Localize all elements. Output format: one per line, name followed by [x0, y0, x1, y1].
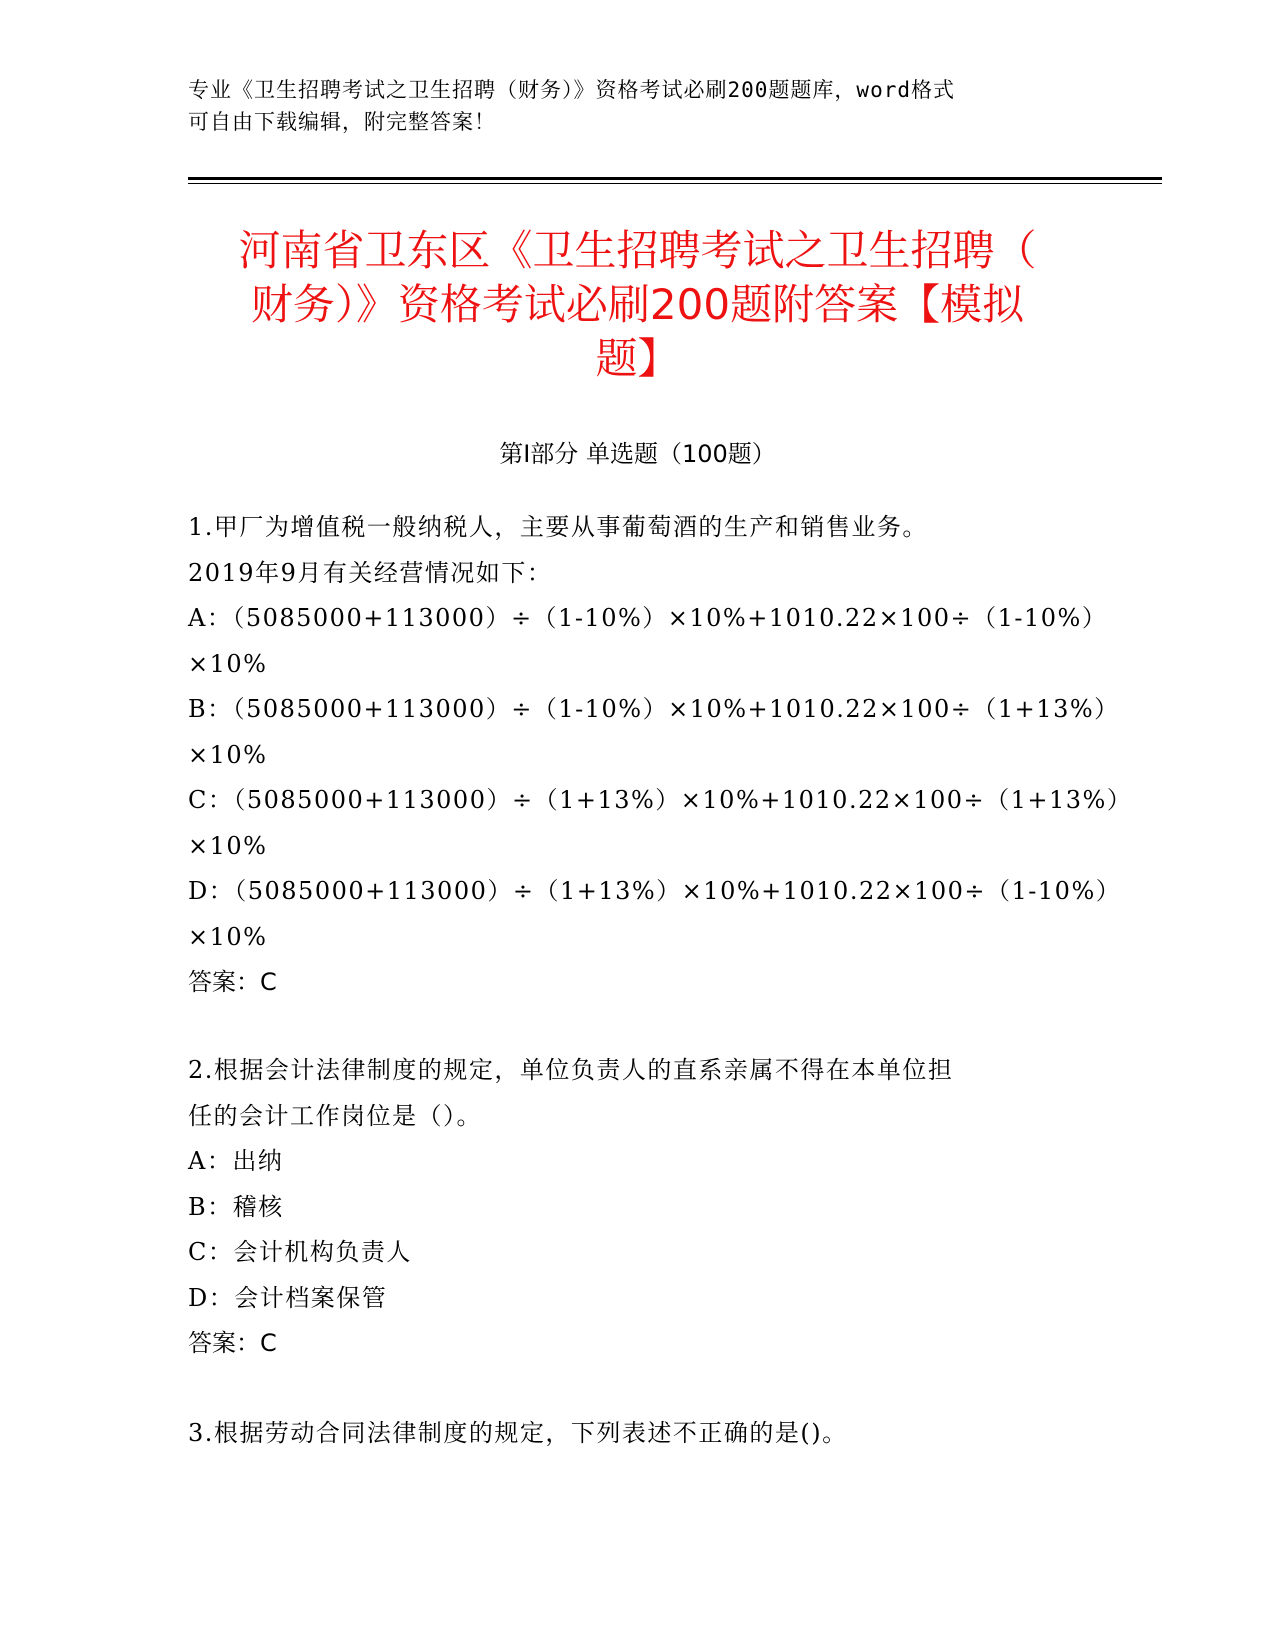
document-title: [185, 224, 1090, 386]
question-stem-line: 1.甲厂为增值税一般纳税人，主要从事葡萄酒的生产和销售业务。: [188, 513, 928, 541]
option-d: D：（5085000+113000）÷（1+13%）×10%+1010.22×100÷（1-10%）: [188, 877, 1122, 905]
option-d: D：会计档案保管: [188, 1283, 388, 1312]
section-heading: 第I部分 单选题（100题）: [499, 440, 776, 468]
option-c: C：（5085000+113000）÷（1+13%）×10%+1010.22×100÷（1+13%）: [188, 786, 1133, 814]
question-3: [188, 1411, 1088, 1457]
header-note-line: 可自由下载编辑，附完整答案！: [188, 110, 496, 134]
option-c: C：会计机构负责人: [188, 1238, 412, 1266]
title-line: 题】: [595, 334, 680, 383]
option-c-continued: ×10%: [188, 831, 268, 860]
option-b: B：（5085000+113000）÷（1-10%）×10%+1010.22×100÷（1+13%）: [188, 695, 1120, 723]
question-stem-line: 3.根据劳动合同法律制度的规定，下列表述不正确的是()。: [188, 1419, 848, 1447]
question-stem-line: 2019年9月有关经营情况如下：: [188, 558, 553, 587]
option-a: A：（5085000+113000）÷（1-10%）×10%+1010.22×100÷（1-10%）: [188, 604, 1108, 632]
option-b: B：稽核: [188, 1192, 284, 1221]
answer-label: 答案：C: [188, 968, 277, 996]
option-a: A：出纳: [188, 1147, 284, 1175]
option-d-continued: ×10%: [188, 922, 268, 951]
answer-label: 答案：C: [188, 1329, 277, 1357]
question-1: [188, 505, 1133, 1006]
title-line: 河南省卫东区《卫生招聘考试之卫生招聘（: [238, 226, 1037, 275]
header-note-line: 专业《卫生招聘考试之卫生招聘（财务）》资格考试必刷200题题库，word格式: [188, 78, 955, 102]
title-line: 财务）》资格考试必刷200题附答案【模拟: [250, 280, 1025, 329]
header-divider-thin: [188, 183, 1162, 184]
question-stem-line: 2.根据会计法律制度的规定，单位负责人的直系亲属不得在本单位担: [188, 1056, 954, 1084]
option-b-continued: ×10%: [188, 740, 268, 769]
option-a-continued: ×10%: [188, 649, 268, 678]
question-2: [188, 1048, 1088, 1367]
header-note: [188, 74, 1068, 138]
header-divider-thick: [188, 177, 1162, 180]
question-stem-line: 任的会计工作岗位是（）。: [188, 1101, 482, 1130]
